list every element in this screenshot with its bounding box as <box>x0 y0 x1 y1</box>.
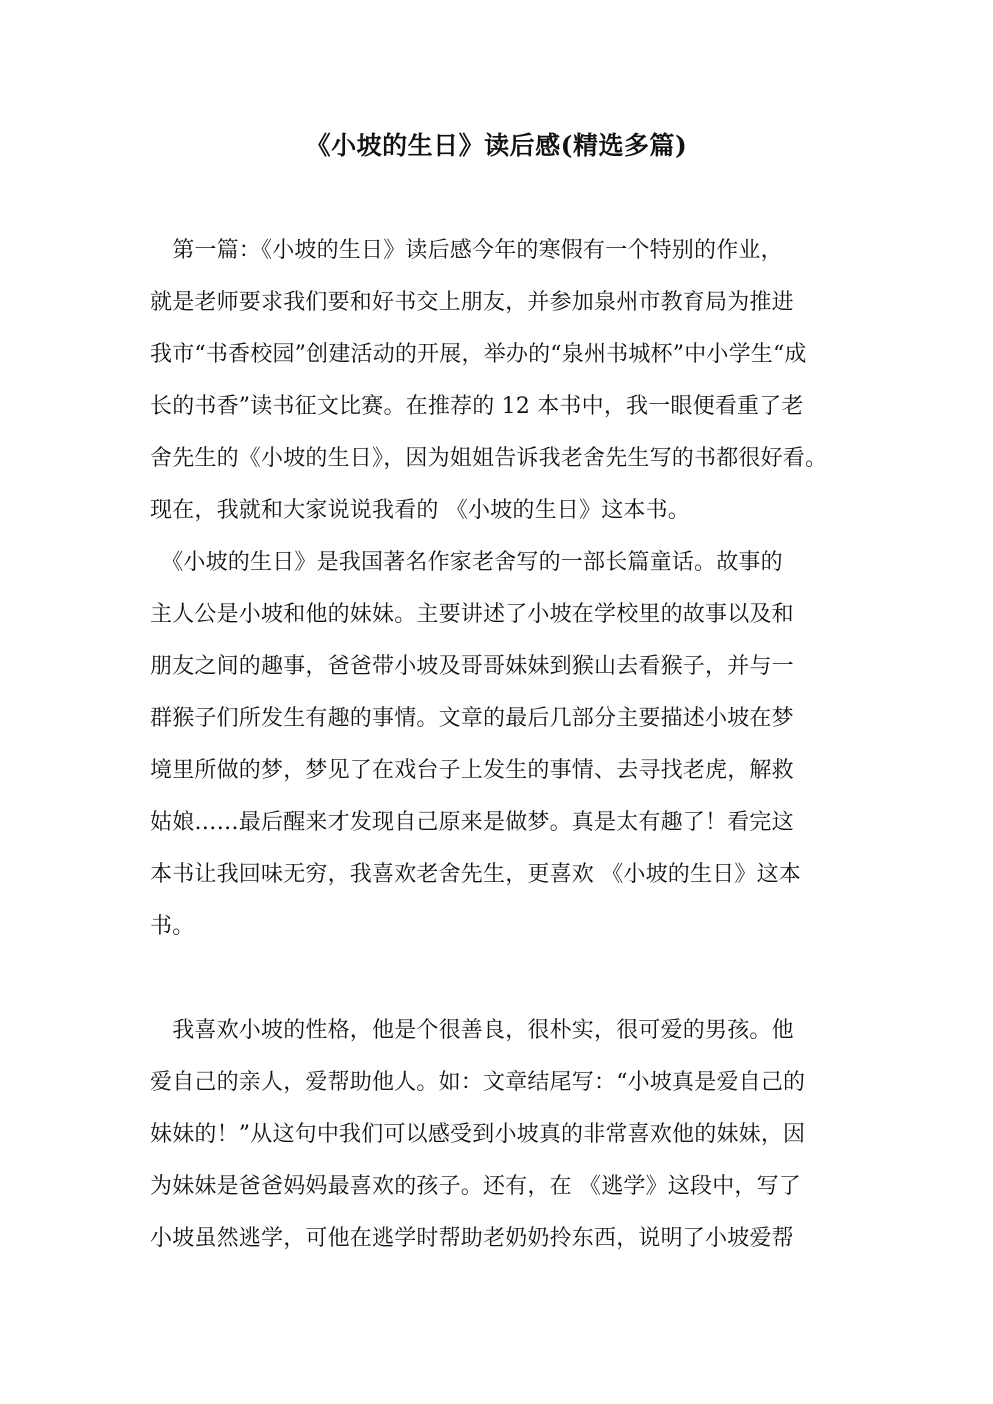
text-line-7: 《小坡的生日》是我国著名作家老舍写的一部长篇童话。故事的 <box>150 550 783 575</box>
text-line-15: 我喜欢小坡的性格，他是个很善良，很朴实，很可爱的男孩。他 <box>150 1018 794 1043</box>
text-line-12: 姑娘……最后醒来才发现自己原来是做梦。真是太有趣了！看完这 <box>150 810 794 835</box>
text-line-2: 就是老师要求我们要和好书交上朋友，并参加泉州市教育局为推进 <box>150 290 794 315</box>
text-line-5: 舍先生的《小坡的生日》，因为姐姐告诉我老舍先生写的书都很好看。 <box>150 446 828 471</box>
text-line-4: 长的书香”读书征文比赛。在推荐的 12 本书中，我一眼便看重了老 <box>150 394 804 419</box>
text-line-1: 第一篇：《小坡的生日》读后感今年的寒假有一个特别的作业， <box>150 238 783 263</box>
text-line-17: 妹妹的！”从这句中我们可以感受到小坡真的非常喜欢他的妹妹，因 <box>150 1122 806 1147</box>
text-line-19: 小坡虽然逃学，可他在逃学时帮助老奶奶拎东西，说明了小坡爱帮 <box>150 1226 794 1251</box>
text-line-13: 本书让我回味无穷，我喜欢老舍先生，更喜欢 《小坡的生日》这本 <box>150 862 801 887</box>
text-line-18: 为妹妹是爸爸妈妈最喜欢的孩子。还有，在 《逃学》这段中，写了 <box>150 1174 801 1199</box>
text-line-14: 书。 <box>150 914 195 939</box>
text-line-16: 爱自己的亲人，爱帮助他人。如：文章结尾写：“小坡真是爱自己的 <box>150 1070 806 1095</box>
text-line-6: 现在，我就和大家说说我看的 《小坡的生日》这本书。 <box>150 498 690 523</box>
text-line-11: 境里所做的梦，梦见了在戏台子上发生的事情、去寻找老虎，解救 <box>150 758 794 783</box>
text-line-3: 我市“书香校园”创建活动的开展，举办的“泉州书城杯”中小学生“成 <box>150 342 807 367</box>
text-line-10: 群猴子们所发生有趣的事情。文章的最后几部分主要描述小坡在梦 <box>150 706 794 731</box>
text-line-9: 朋友之间的趣事，爸爸带小坡及哥哥妹妹到猴山去看猴子，并与一 <box>150 654 794 679</box>
document-title: 《小坡的生日》读后感(精选多篇) <box>305 131 688 160</box>
text-line-8: 主人公是小坡和他的妹妹。主要讲述了小坡在学校里的故事以及和 <box>150 602 794 627</box>
